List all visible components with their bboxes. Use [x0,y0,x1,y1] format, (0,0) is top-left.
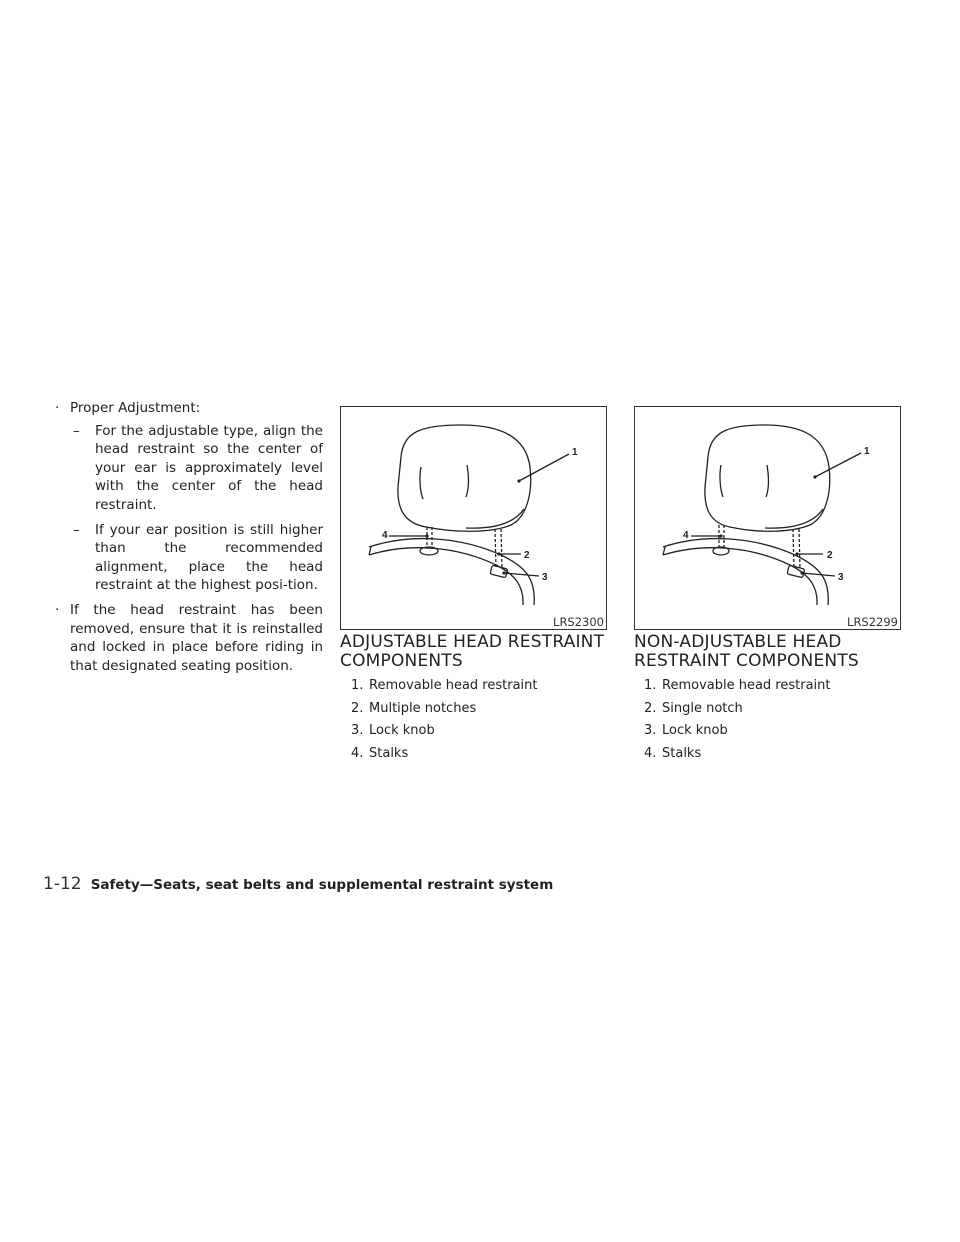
list-item [351,677,538,700]
callout-4: 4 [683,530,689,541]
item-number: 1. [351,678,364,693]
callout-2: 2 [827,550,833,561]
callout-4: 4 [382,530,388,541]
list-item [351,745,538,768]
figure-code: LRS2300 [553,615,604,629]
callout-3: 3 [542,572,548,583]
chapter-title: Safety—Seats, seat belts and supplemental restraint system [90,877,554,893]
head-restraint-illustration [341,407,606,629]
sub-bullet-ear-position [55,521,323,595]
sub-bullet-text: If your ear position is still higher than the recommended alignment, place the head restraint at the highest posi-tion. [95,521,323,594]
bullet-proper-adjustment [55,399,323,418]
bullet-text: Proper Adjustment: [70,400,201,416]
callout-3: 3 [838,572,844,583]
heading-line: NON-ADJUSTABLE HEAD [634,632,842,652]
heading-line: COMPONENTS [340,651,463,671]
item-text: Lock knob [662,723,728,739]
sub-bullet-text: For the adjustable type, align the head restraint so the center of your ear is approximately level with the center of the head restraint. [95,422,323,513]
item-number: 2. [351,700,364,716]
item-text: Removable head restraint [369,678,538,693]
item-number: 3. [351,723,364,739]
dash-marker: – [73,422,80,439]
item-text: Stalks [369,746,409,762]
list-item [644,722,831,745]
bullet-dot: · [55,601,60,618]
head-restraint-illustration [635,407,900,629]
list-item [351,700,538,723]
item-number: 3. [644,723,657,739]
component-list-non-adjustable [644,677,831,768]
item-text: Single notch [662,700,743,716]
section-heading-adjustable [340,633,620,671]
list-item [644,677,831,700]
list-item [644,745,831,768]
heading-line: RESTRAINT COMPONENTS [634,651,859,671]
callout-1: 1 [572,447,578,458]
item-number: 4. [351,746,364,762]
heading-line: ADJUSTABLE HEAD RESTRAINT [340,632,605,652]
dash-marker: – [73,521,80,538]
item-number: 4. [644,746,657,762]
item-number: 2. [644,700,657,716]
bullet-dot: · [55,400,60,416]
item-text: Multiple notches [369,700,477,716]
page-footer [43,874,553,894]
list-item [351,722,538,745]
figure-code: LRS2299 [847,615,898,629]
sub-bullet-adjustable-type [55,422,323,515]
item-text: Stalks [662,746,702,762]
left-text-column [55,399,323,679]
item-number: 1. [644,678,657,693]
page-number: 1-12 [43,874,82,894]
bullet-text: If the head restraint has been removed, ensure that it is reinstalled and locked in place before riding in that designated seating position. [70,601,323,674]
list-item [644,700,831,723]
item-text: Removable head restraint [662,678,831,693]
item-text: Lock knob [369,723,435,739]
callout-2: 2 [524,550,530,561]
figure-adjustable-head-restraint [340,406,607,630]
figure-non-adjustable-head-restraint [634,406,901,630]
section-heading-non-adjustable [634,633,914,671]
callout-1: 1 [864,446,870,457]
bullet-reinstall [55,601,323,675]
component-list-adjustable [351,677,538,768]
